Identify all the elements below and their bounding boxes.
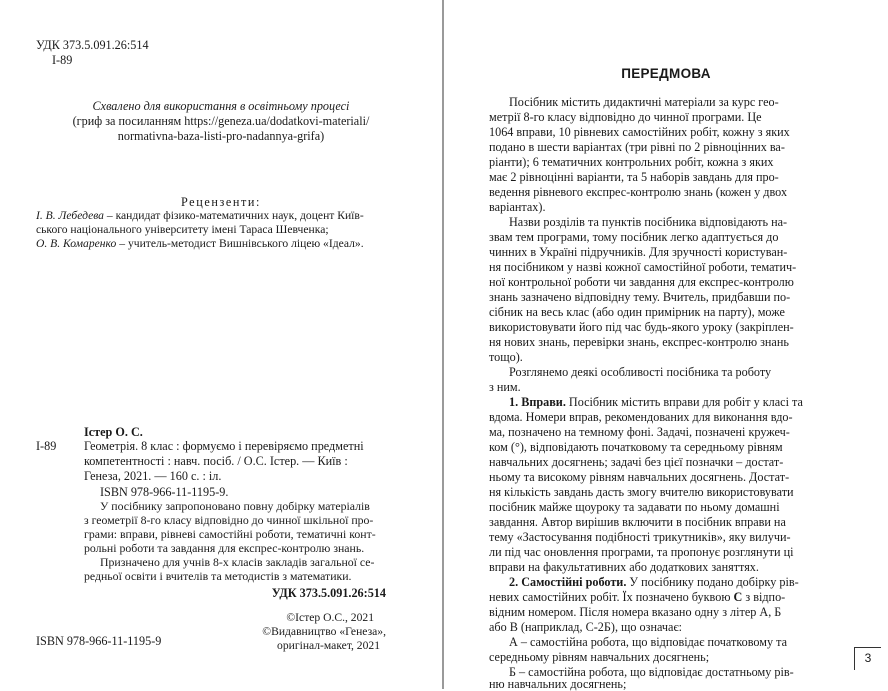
- preface-line: ли під час оновлення програми, та пропонує розглянути ці: [489, 545, 794, 559]
- preface-line: ком (°), відповідають початковому та середньому рівням: [489, 440, 783, 454]
- preface-line: ріанти); 6 тематичних контрольних робіт, кожна з яких: [489, 155, 774, 169]
- preface-line: ня посібником у назві кожної самостійної роботи, тематич-: [489, 260, 797, 274]
- preface-line: посібник майже щоуроку та задавати по ньому домашні: [489, 500, 780, 514]
- section-2-text: У посібнику подано добірку рів-: [626, 575, 799, 589]
- annotation-line: Призначено для учнів 8-х класів закладів загальної се-: [100, 555, 375, 569]
- preface-line: вдома. Номери вправ, рекомендованих для виконання вдо-: [489, 410, 793, 424]
- author-heading: Істер О. С.: [84, 425, 143, 439]
- bibliographic-line: Геометрія. 8 клас : формуємо і перевіряємо предметні: [84, 439, 364, 453]
- approval-stamp: Схвалено для використання в освітньому процесі: [92, 99, 350, 113]
- section-2-text: з відпо-: [742, 590, 786, 604]
- preface-line: Назви розділів та пунктів посібника відповідають на-: [509, 215, 788, 229]
- reviewer-1: [36, 209, 364, 223]
- annotation-line: з геометрії 8-го класу відповідно до чинної шкільної про-: [84, 513, 374, 527]
- preface-line: ня нових знань, перевірки знань, експрес-контролю знань: [489, 335, 789, 349]
- preface-line: метрії 8-го класу відповідно до чинної програми. Це: [489, 110, 762, 124]
- annotation-line: рольні роботи та завдання для експрес-контролю знань.: [84, 541, 365, 555]
- annotation-line: редньої освіти і вчителів та методистів з математики.: [84, 569, 352, 583]
- annotation-line: У посібнику запропоновано повну добірку матеріалів: [100, 499, 370, 513]
- reviewer-credentials: – кандидат фізико-математичних наук, доцент Київ-: [103, 209, 364, 222]
- reviewer-name: І. В. Лебедева: [36, 209, 104, 222]
- approval-link-line: (гриф за посиланням https://geneza.ua/dodatkovi-materiali/: [72, 114, 370, 128]
- preface-line: завдання. Автор вирішив включити в посібник вправи на: [489, 515, 786, 529]
- preface-line: використовувати його під час будь-якого уроку (закріплен-: [489, 320, 794, 334]
- section-1-text: Посібник містить вправи для робіт у класі та: [565, 395, 803, 409]
- preface-line: тощо).: [489, 350, 523, 364]
- reviewers-heading: Рецензенти:: [180, 195, 262, 209]
- preface-line: ведення рівневого експрес-контролю знань (кожен у двох: [489, 185, 788, 199]
- bibliographic-line: Генеза, 2021. — 160 с. : іл.: [84, 469, 222, 483]
- reviewer-1-cont: ського національного університету імені Тараса Шевченка;: [36, 223, 329, 236]
- annotation-line: грами: вправи, рівневі самостійні роботи, тематичні конт-: [84, 527, 376, 541]
- preface-line: тему «Застосування подібності трикутників», яку вилучи-: [489, 530, 791, 544]
- library-cipher: І-89: [52, 53, 73, 67]
- preface-line: знань зазначено відповідну тему. Вчитель, придбавши по-: [489, 290, 791, 304]
- copyright-line: ©Істер О.С., 2021: [286, 611, 374, 624]
- preface-line: Розглянемо деякі особливості посібника та роботу: [509, 365, 772, 379]
- preface-heading: ПЕРЕДМОВА: [621, 66, 711, 81]
- approval-link-line: normativna-baza-listi-pro-nadannya-grifa): [117, 129, 325, 143]
- isbn-line: ISBN 978-966-11-1195-9.: [100, 485, 229, 499]
- preface-line: ню навчальних досягнень;: [489, 677, 627, 691]
- section-2-line: [489, 590, 785, 604]
- isbn-bottom: ISBN 978-966-11-1195-9: [36, 634, 162, 648]
- section-1-title: 1. Вправи.: [509, 395, 566, 409]
- section-1-first-line: [509, 395, 803, 409]
- preface-line: вправи на факультативних або додаткових заняттях.: [489, 560, 759, 574]
- preface-line: ньому та високому рівням навчальних досягнень. Достат-: [489, 470, 790, 484]
- section-2-letter: С: [733, 590, 743, 604]
- preface-line: звам тем програми, тому посібник легко адаптується до: [489, 230, 779, 244]
- preface-line: А – самостійна робота, що відповідає початковому та: [509, 635, 788, 649]
- reviewer-credentials: – учитель-методист Вишнівського ліцею «Ідеал».: [116, 237, 364, 250]
- preface-line: відним номером. Після номера вказано одну з літер А, Б: [489, 605, 782, 619]
- preface-line: подано в шести варіантах (три рівні по 2 рівноцінних ва-: [489, 140, 785, 154]
- preface-line: варіантах).: [489, 200, 546, 214]
- preface-line: ної контрольної роботи чи завдання для експрес-контролю: [489, 275, 794, 289]
- preface-line: має 2 рівноцінні варіанти, та 5 наборів завдань для про-: [489, 170, 779, 184]
- preface-line: ня кількість завдань дасть змогу вчителю використовувати: [489, 485, 794, 499]
- left-page: [0, 0, 442, 689]
- section-2-title: 2. Самостійні роботи.: [509, 575, 627, 589]
- preface-line: Б – самостійна робота, що відповідає достатньому рів-: [509, 665, 794, 679]
- preface-line: Посібник містить дидактичні матеріали за курс гео-: [509, 95, 779, 109]
- preface-line: ма, позначено на темному фоні. Задачі, позначені кружеч-: [489, 425, 790, 439]
- bibliographic-line: компетентності : навч. посіб. / О.С. Істер. — Київ :: [84, 454, 348, 468]
- library-cipher-mid: І-89: [36, 439, 57, 453]
- preface-line: 1064 вправи, 10 рівневих самостійних робіт, кожну з яких: [489, 125, 790, 139]
- udk-code: УДК 373.5.091.26:514: [36, 38, 149, 52]
- page-number: 3: [854, 647, 881, 670]
- reviewer-name: О. В. Комаренко: [36, 237, 117, 250]
- right-page: [444, 0, 888, 689]
- udk-code-bottom: УДК 373.5.091.26:514: [271, 586, 386, 600]
- copyright-line: оригінал-макет, 2021: [277, 639, 380, 652]
- preface-line: або В (наприклад, С-2Б), що означає:: [489, 620, 683, 634]
- preface-line: з ним.: [489, 380, 521, 394]
- preface-line: сібник на весь клас (або один примірник на парту), може: [489, 305, 785, 319]
- preface-line: чинних в Україні підручників. Для зручності користуван-: [489, 245, 788, 259]
- preface-line: навчальних досягнень; задачі без цієї позначки – достат-: [489, 455, 784, 469]
- section-2-text: невих самостійних робіт. Їх позначено буквою: [489, 590, 734, 604]
- copyright-line: ©Видавництво «Генеза»,: [262, 625, 386, 638]
- section-2-first-line: [509, 575, 799, 589]
- preface-line: середньому рівням навчальних досягнень;: [489, 650, 710, 664]
- reviewer-2: [36, 237, 364, 251]
